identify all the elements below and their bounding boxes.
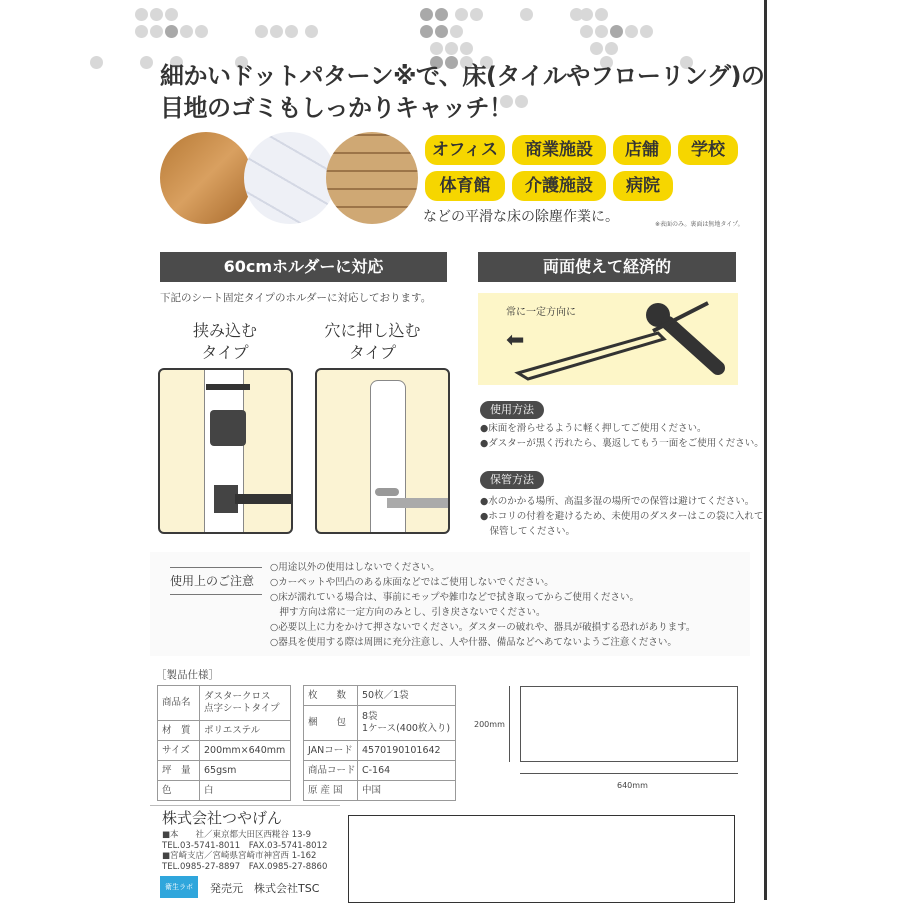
dot-decoration [580, 8, 593, 21]
push-direction-illustration [478, 293, 738, 385]
type-push-label: 穴に押し込む タイプ [324, 321, 421, 362]
dot-decoration [450, 25, 463, 38]
dot-decoration [420, 8, 433, 21]
flooring-photo [326, 132, 418, 224]
holder-banner: 60cmホルダーに対応 [160, 252, 447, 282]
dot-decoration [305, 25, 318, 38]
dot-decoration [625, 25, 638, 38]
holder-description: 下記のシート固定タイプのホルダーに対応しております。 [160, 292, 432, 304]
tag-hospital: 病院 [613, 171, 673, 201]
spec-value: 8袋 1ケース(400枚入り) [358, 706, 456, 741]
scan-edge-line [764, 0, 767, 900]
dot-decoration [135, 8, 148, 21]
product-size-diagram [520, 686, 738, 762]
economy-banner: 両面使えて経済的 [478, 252, 736, 282]
dot-decoration [595, 25, 608, 38]
company-name: 株式会社つやげん [162, 809, 283, 827]
usage-list: ●床面を滑らせるように軽く押してご使用ください。 ●ダスターが黒く汚れたら、裏返してもう一面をご使用ください。 [480, 423, 764, 449]
dot-decoration [90, 56, 103, 69]
dot-decoration [435, 8, 448, 21]
dot-decoration [270, 25, 283, 38]
dot-decoration [445, 42, 458, 55]
company-addresses: ■本 社／東京都大田区西糀谷 13-9 TEL.03-5741-8011 FAX.03-5741-8012 ■宮崎支店／宮崎県宮崎市神宮西 1-162 TEL.0985-27-8897 FAX.0985-27-8860 [162, 830, 328, 872]
dot-decoration [285, 25, 298, 38]
type-clip-label: 挟み込む タイプ [192, 321, 257, 362]
spec-value: 65gsm [200, 761, 291, 781]
tag-care: 介護施設 [512, 171, 606, 201]
dot-decoration [580, 25, 593, 38]
spec-row [304, 706, 456, 741]
wood-floor-photo [160, 132, 252, 224]
dot-decoration [255, 25, 268, 38]
spec-key: 梱 包 [304, 706, 358, 741]
spec-value: 白 [200, 781, 291, 801]
tag-store: 店舗 [613, 135, 671, 165]
dot-decoration [515, 95, 528, 108]
dot-decoration [180, 25, 193, 38]
dot-decoration [435, 25, 448, 38]
spec-key: サイズ [158, 741, 200, 761]
spec-row [304, 741, 456, 761]
dot-decoration [135, 25, 148, 38]
spec-key: JANコード [304, 741, 358, 761]
dot-decoration [605, 42, 618, 55]
divider [150, 805, 340, 806]
dot-decoration [150, 25, 163, 38]
height-arrow [509, 686, 510, 762]
storage-list: ●水のかかる場所、高温多湿の場所での保管は避けてください。 ●ホコリの付着を避けるため、未使用のダスターはこの袋に入れて 保管してください。 [480, 496, 764, 537]
spec-value: 4570190101642 [358, 741, 456, 761]
spec-row [304, 686, 456, 706]
width-arrow [520, 773, 738, 774]
dot-decoration [165, 25, 178, 38]
dot-decoration [165, 8, 178, 21]
spec-value: C-164 [358, 761, 456, 781]
spec-row [158, 761, 291, 781]
dot-decoration [430, 42, 443, 55]
spec-key: 商品名 [158, 686, 200, 721]
tag-commercial: 商業施設 [512, 135, 606, 165]
height-label: 200mm [474, 720, 505, 729]
cautions-title: 使用上のご注意 [170, 567, 262, 595]
tagline: などの平滑な床の除塵作業に。 [423, 209, 619, 225]
dot-decoration [195, 25, 208, 38]
push-type-illustration [315, 368, 450, 534]
dot-decoration [590, 42, 603, 55]
usage-heading: 使用方法 [480, 401, 544, 419]
width-label: 640mm [617, 781, 648, 790]
eisei-lab-logo: 衛生ラボ [160, 876, 198, 898]
dot-decoration [420, 25, 433, 38]
label-box [348, 815, 735, 903]
tag-office: オフィス [425, 135, 505, 165]
cautions-list: ○用途以外の使用はしないでください。 ○カーペットや凹凸のある床面などではご使用しないでください。 ○床が濡れている場合は、事前にモップや雑巾などで拭き取ってからご使用ください。 押す方向は常に一定方向のみとし、引き戻さないでください。 ○必要以上に力をかけて押さないでください。ダスターの破れや、器具が破損する恐れがあります。 ○器具を使用する際は周囲に充分注意し、人や什器、備品などへあてないようご注意ください。 [270, 562, 696, 648]
spec-key: 坪 量 [158, 761, 200, 781]
tile-floor-photo [244, 132, 336, 224]
dot-decoration [595, 8, 608, 21]
spec-value: ポリエステル [200, 721, 291, 741]
dot-decoration [520, 8, 533, 21]
tag-gym: 体育館 [425, 171, 505, 201]
dot-decoration [150, 8, 163, 21]
spec-row [158, 741, 291, 761]
headline-line1: 細かいドットパターン※で、床(タイルやフローリング)の [160, 62, 765, 90]
seller: 発売元 株式会社TSC [210, 882, 320, 895]
dot-decoration [610, 25, 623, 38]
headline-line2: 目地のゴミもしっかりキャッチ！ [160, 94, 513, 122]
spec-key: 色 [158, 781, 200, 801]
spec-row [158, 781, 291, 801]
spec-key: 材 質 [158, 721, 200, 741]
arrow-left-icon: ⬅ [506, 328, 525, 353]
dot-decoration [140, 56, 153, 69]
spec-key: 原 産 国 [304, 781, 358, 801]
spec-row [304, 781, 456, 801]
spec-value: ダスタークロス 点字シートタイプ [200, 686, 291, 721]
spec-row [158, 686, 291, 721]
tag-school: 学校 [678, 135, 738, 165]
dot-decoration [470, 8, 483, 21]
spec-title: ［製品仕様］ [156, 669, 219, 681]
spec-table-2 [303, 685, 456, 801]
spec-key: 商品コード [304, 761, 358, 781]
spec-value: 50枚／1袋 [358, 686, 456, 706]
spec-value: 200mm×640mm [200, 741, 291, 761]
spec-row [158, 721, 291, 741]
spec-key: 枚 数 [304, 686, 358, 706]
footnote: ※表面のみ。裏面は無地タイプ。 [655, 221, 744, 228]
spec-table-1 [157, 685, 291, 801]
dot-decoration [455, 8, 468, 21]
spec-row [304, 761, 456, 781]
dot-decoration [460, 42, 473, 55]
dot-decoration [640, 25, 653, 38]
clip-type-illustration [158, 368, 293, 534]
illustration-caption: 常に一定方向に [506, 307, 576, 318]
person-mopping-icon [508, 293, 728, 385]
spec-value: 中国 [358, 781, 456, 801]
storage-heading: 保管方法 [480, 471, 544, 489]
